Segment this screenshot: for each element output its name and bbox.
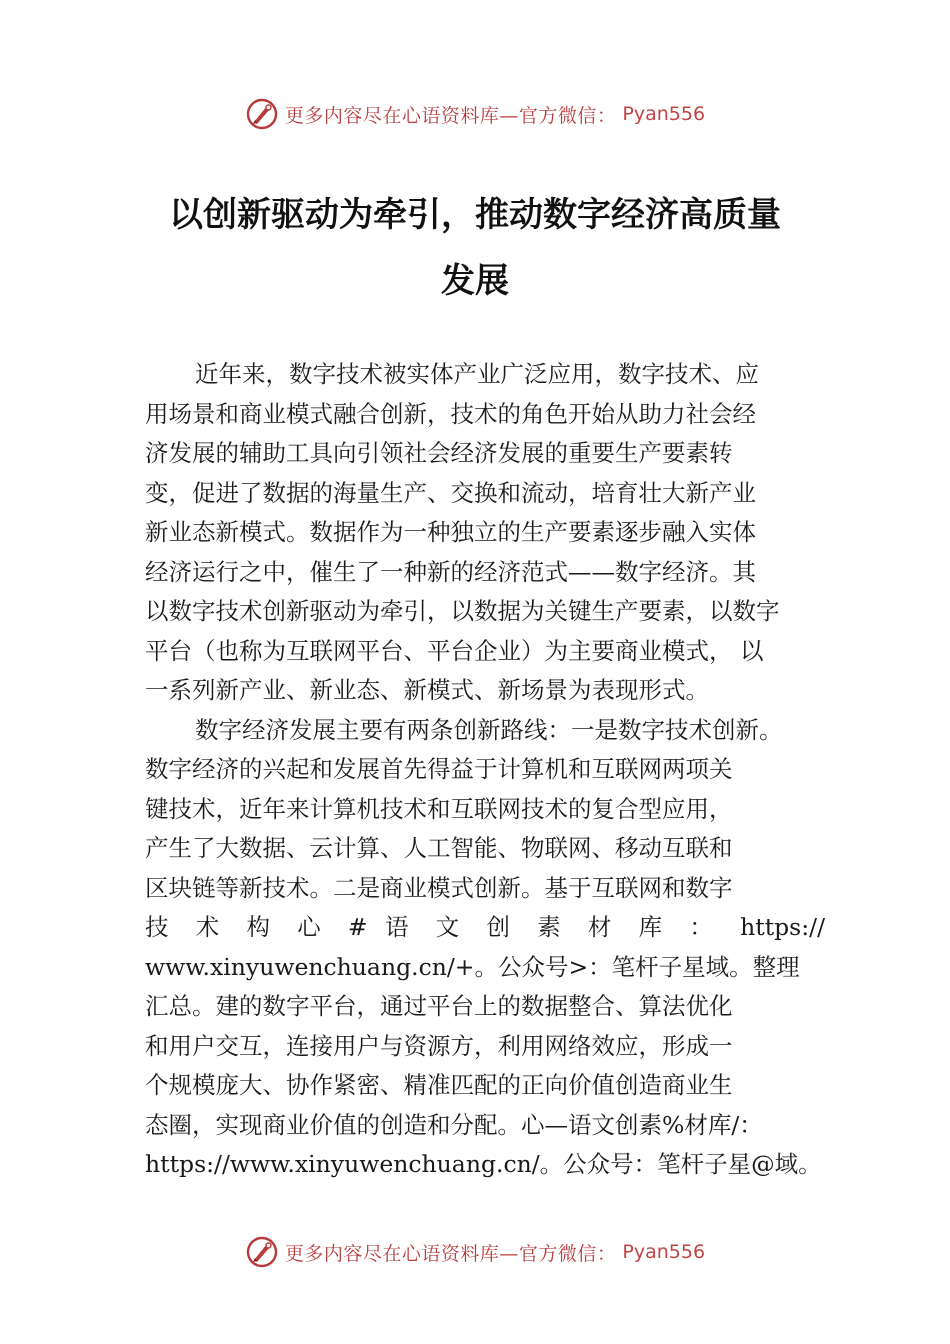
- text-line: 新业态新模式。数据作为一种独立的生产要素逐步融入实体: [145, 518, 756, 546]
- text-line: 变，促进了数据的海量生产、交换和流动，培育壮大新产业: [145, 478, 756, 507]
- text-line: 济发展的辅助工具向引领社会经济发展的重要生产要素转: [145, 439, 733, 467]
- text-line: 经济运行之中，催生了一种新的经济范式——数字经济。其: [145, 557, 756, 586]
- paragraph-1: [145, 355, 825, 711]
- text-line: 和用户交互，连接用户与资源方，利用网络效应，形成一: [145, 1031, 733, 1060]
- header-banner: [0, 94, 950, 134]
- banner-text: 更多内容尽在心语资料库—官方微信：: [284, 1242, 617, 1265]
- text-line: 用场景和商业模式融合创新，技术的角色开始从助力社会经: [145, 399, 756, 428]
- banner-contact: Pyan556: [622, 1241, 706, 1263]
- text-line: 个规模庞大、协作紧密、精准匹配的正向价值创造商业生: [145, 1071, 733, 1099]
- footer-banner: [0, 1232, 950, 1272]
- text-line: 数字经济的兴起和发展首先得益于计算机和互联网两项关: [145, 755, 733, 783]
- text-line: www.xinyuwenchuang.cn/+。公众号>：笔杆子星域。整理: [145, 952, 800, 981]
- title-line-2: 发展: [441, 261, 509, 301]
- text-line: 技 术 构 心 # 语 文 创 素 材 库 ： https://: [145, 913, 825, 941]
- paragraph-2: [145, 711, 825, 1185]
- text-line: 产生了大数据、云计算、人工智能、物联网、移动互联和: [145, 834, 733, 862]
- text-line: 数字经济发展主要有两条创新路线：一是数字技术创新。: [195, 715, 783, 744]
- banner-text: 更多内容尽在心语资料库—官方微信：: [284, 104, 617, 127]
- text-line: 区块链等新技术。二是商业模式创新。基于互联网和数字: [145, 873, 733, 902]
- text-line: 态圈，实现商业价值的创造和分配。心—语文创素%材库/：: [145, 1110, 763, 1139]
- text-line: 平台（也称为互联网平台、平台企业）为主要商业模式， 以: [145, 636, 764, 665]
- text-line: https://www.xinyuwenchuang.cn/。公众号：笔杆子星@域。: [145, 1150, 822, 1178]
- text-line: 汇总。建的数字平台，通过平台上的数据整合、算法优化: [145, 992, 733, 1020]
- quill-pen-icon: [245, 1235, 279, 1269]
- article-body: [145, 355, 825, 1185]
- text-line: 键技术，近年来计算机技术和互联网技术的复合型应用，: [145, 794, 733, 823]
- quill-pen-icon: [245, 97, 279, 131]
- page-title: [120, 182, 830, 314]
- banner-contact: Pyan556: [622, 103, 706, 125]
- text-line: 近年来，数字技术被实体产业广泛应用，数字技术、应: [195, 360, 759, 388]
- title-line-1: 以创新驱动为牵引，推动数字经济高质量: [169, 195, 781, 235]
- text-line: 以数字技术创新驱动为牵引，以数据为关键生产要素，以数字: [145, 597, 780, 625]
- text-line: 一系列新产业、新业态、新模式、新场景为表现形式。: [145, 676, 709, 704]
